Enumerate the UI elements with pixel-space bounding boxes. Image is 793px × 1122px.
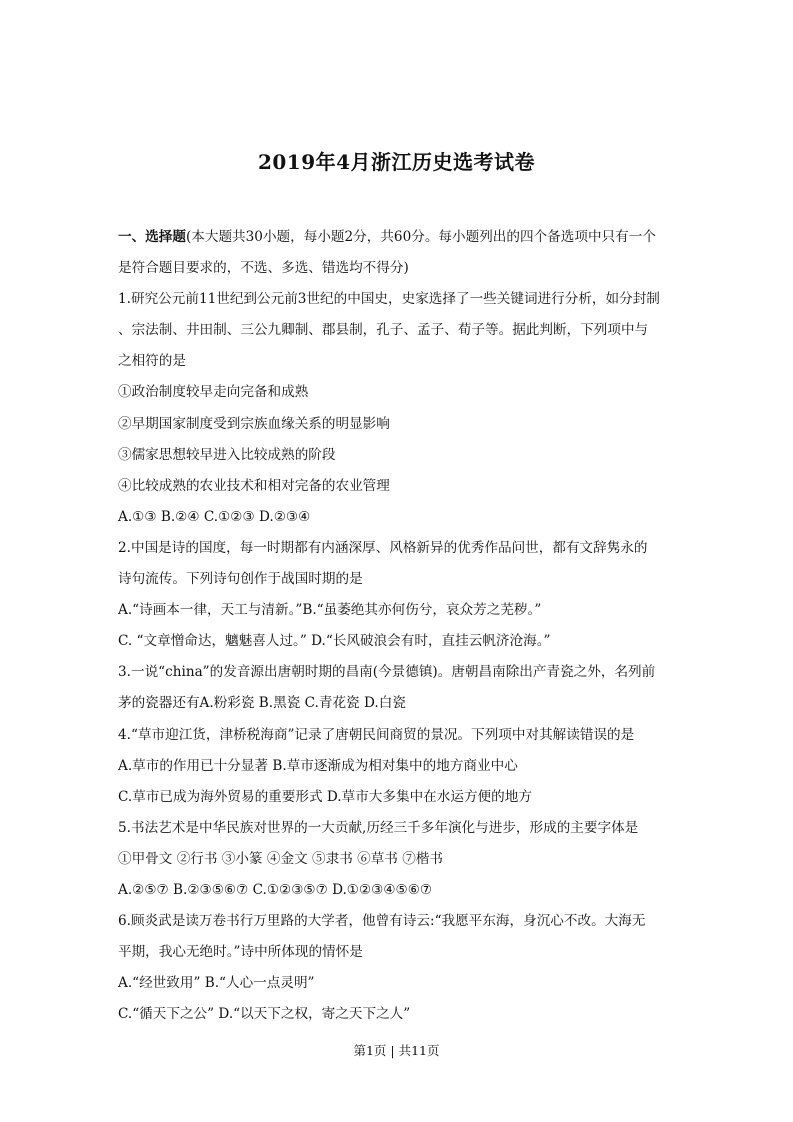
text-line: ①政治制度较早走向完备和成熟 [118,384,309,401]
text-line: 1.研究公元前11世纪到公元前3世纪的中国史，史家选择了一些关键词进行分析，如分封制 [118,291,660,308]
section-heading: 一、选择题 [118,229,186,245]
text-line: ②早期国家制度受到宗族血缘关系的明显影响 [118,415,390,432]
text-line: C. “文章憎命达，魑魅喜人过。” D.“长风破浪会有时，直挂云帆济沧海。” [118,633,551,650]
text-line: 4.“草市迎江货，津桥税海商”记录了唐朝民间商贸的景况。下列项中对其解读错误的是 [118,726,635,743]
text-line: 5.书法艺术是中华民族对世界的一大贡献,历经三千多年演化与进步，形成的主要字体是 [118,819,639,836]
text-line: 之相符的是 [118,353,186,370]
section-heading-line [118,226,678,257]
text-line: ①甲骨文 ②行书 ③小篆 ④金文 ⑤隶书 ⑥草书 ⑦楷书 [118,850,443,867]
page-footer: 第1页 | 共11页 [353,1043,440,1058]
text-line: C.“循天下之公” D.“以天下之权，寄之天下之人” [118,1006,411,1023]
text-line: 2.中国是诗的国度，每一时期都有内涵深厚、风格新异的优秀作品问世，都有文辞隽永的 [118,539,648,556]
text-line: A.“诗画本一律，天工与清新。”B.“虽萎绝其亦何伤兮，哀众芳之芜秽。” [118,602,542,619]
question-body [118,226,678,1034]
page-title: 2019年4月浙江历史选考试卷 [257,150,536,174]
text-line: 茅的瓷器还有A.粉彩瓷 B.黑瓷 C.青花瓷 D.白瓷 [118,695,406,712]
section-description: (本大题共30小题，每小题2分，共60分。每小题列出的四个备选项中只有一个 [185,229,656,245]
text-line: 6.顾炎武是读万卷书行万里路的大学者，他曾有诗云:“我愿平东海，身沉心不改。大海无 [118,913,646,930]
text-line: A.①③ B.②④ C.①②③ D.②③④ [118,508,311,525]
text-line: ④比较成熟的农业技术和相对完备的农业管理 [118,477,390,494]
text-line: A.②⑤⑦ B.②③⑤⑥⑦ C.①②③⑤⑦ D.①②③④⑤⑥⑦ [118,881,433,898]
text-line: C.草市已成为海外贸易的重要形式 D.草市大多集中在水运方便的地方 [118,788,532,805]
section-description-line: 是符合题目要求的，不选、多选、错选均不得分) [118,260,409,277]
text-line: A.草市的作用已十分显著 B.草市逐渐成为相对集中的地方商业中心 [118,757,518,774]
text-line: A.“经世致用” B.“人心一点灵明” [118,975,315,992]
text-line: 平期，我心无绝时。”诗中所体现的情怀是 [118,944,363,961]
text-line: 诗句流传。下列诗句创作于战国时期的是 [118,571,363,588]
text-line: ③儒家思想较早进入比较成熟的阶段 [118,446,336,463]
text-line: 、宗法制、井田制、三公九卿制、郡县制，孔子、孟子、荀子等。据此判断，下列项中与 [118,322,649,339]
text-line: 3.一说“china”的发音源出唐朝时期的昌南(今景德镇)。唐朝昌南除出产青瓷之外，名列前 [118,664,656,681]
